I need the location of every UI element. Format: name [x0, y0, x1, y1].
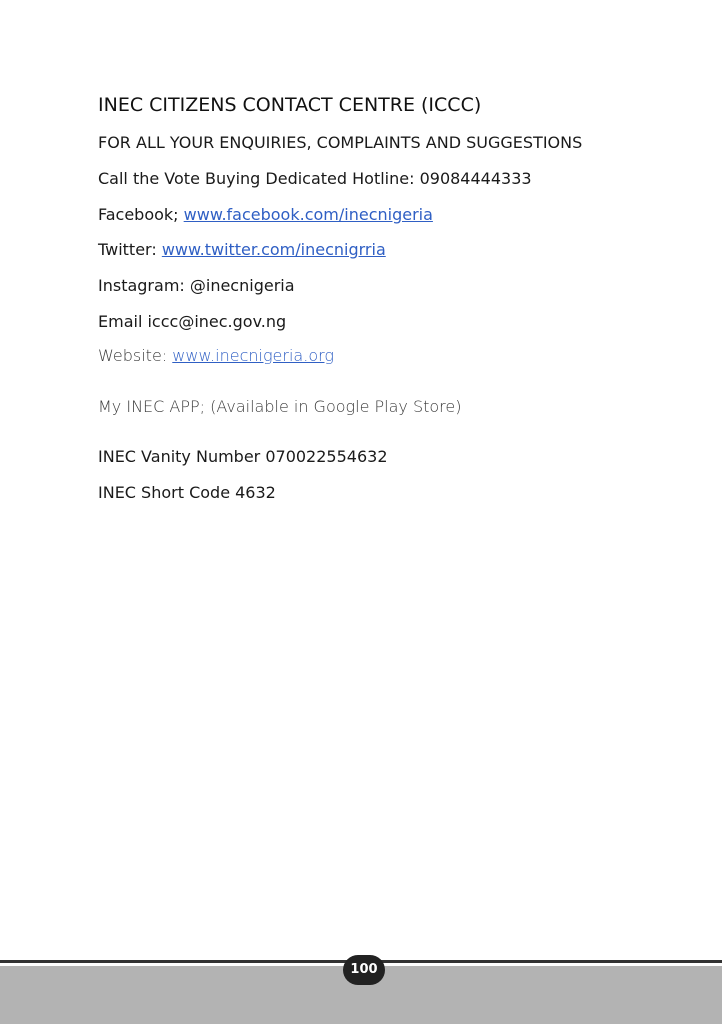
website-link[interactable]: www.inecnigeria.org	[172, 346, 334, 365]
short-code-text: INEC Short Code 4632	[98, 483, 276, 502]
website-label: Website:	[98, 346, 173, 365]
email-text: Email iccc@inec.gov.ng	[98, 312, 287, 331]
twitter-row	[98, 240, 386, 260]
website-row	[98, 346, 334, 366]
page-title: INEC CITIZENS CONTACT CENTRE (ICCC)	[98, 94, 482, 116]
app-text: My INEC APP; (Available in Google Play Store)	[98, 397, 462, 416]
subheading: FOR ALL YOUR ENQUIRIES, COMPLAINTS AND SUGGESTIONS	[98, 133, 583, 152]
instagram-text: Instagram: @inecnigeria	[98, 276, 295, 295]
hotline-text: Call the Vote Buying Dedicated Hotline: 09084444333	[98, 169, 532, 188]
facebook-label: Facebook;	[98, 205, 184, 224]
vanity-number-text: INEC Vanity Number 070022554632	[98, 447, 388, 466]
twitter-label: Twitter:	[98, 240, 162, 259]
facebook-row	[98, 205, 433, 225]
facebook-link[interactable]: www.facebook.com/inecnigeria	[183, 205, 433, 224]
page-number-badge: 100	[343, 955, 385, 985]
twitter-link[interactable]: www.twitter.com/inecnigrria	[161, 240, 386, 259]
